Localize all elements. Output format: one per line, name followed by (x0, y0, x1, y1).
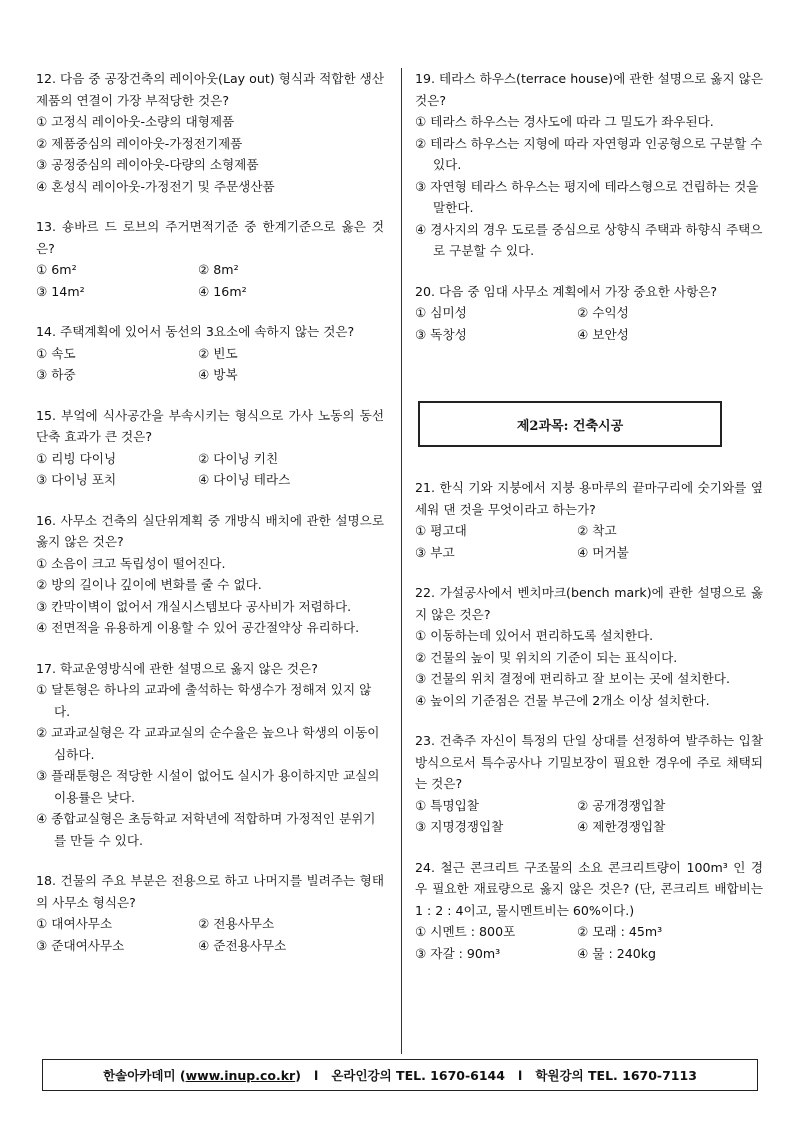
option-1: ① 고정식 레이아웃-소량의 대형제품 (36, 114, 235, 129)
options-grid (415, 795, 763, 838)
question-21 (415, 477, 763, 563)
option-4: ④ 경사지의 경우 도로를 중심으로 상향식 주택과 하향식 주택으로 구분할 수 있다. (415, 221, 763, 258)
option-2: ② 빈도 (198, 345, 238, 361)
question-stem: 14. 주택계획에 있어서 동선의 3요소에 속하지 않는 것은? (36, 324, 355, 339)
question-16 (36, 510, 384, 639)
footer-contact: ) l 온라인강의 TEL. 1670-6144 l 학원강의 TEL. 1670-7113 (295, 1068, 697, 1083)
footer-bar (42, 1059, 758, 1091)
option-4: ④ 물 : 240kg (577, 945, 657, 961)
question-stem: 17. 학교운영방식에 관한 설명으로 옳지 않은 것은? (36, 660, 318, 676)
option-1: ① 달톤형은 하나의 교과에 출석하는 학생수가 정해져 있지 않다. (36, 682, 372, 719)
option-3: ③ 지명경쟁입찰 (415, 819, 504, 834)
option-4: ④ 제한경쟁입찰 (577, 819, 666, 834)
option-4: ④ 종합교실형은 초등학교 저학년에 적합하며 가정적인 분위기를 만들 수 있다. (36, 811, 376, 848)
right-column (415, 68, 763, 983)
option-2: ② 착고 (577, 523, 617, 538)
question-20 (415, 281, 763, 346)
question-stem: 12. 다음 중 공장건축의 레이아웃(Lay out) 형식과 적합한 생산제품의 연결이 가장 부적당한 것은? (36, 71, 385, 108)
option-3: ③ 14m² (36, 283, 85, 299)
option-3: ③ 독창성 (415, 326, 467, 342)
option-3: ③ 하중 (36, 367, 76, 382)
column-divider (401, 68, 402, 1054)
option-2: ② 수익성 (577, 305, 629, 320)
option-2: ② 공개경쟁입찰 (577, 797, 666, 813)
option-2: ② 방의 길이나 깊이에 변화를 줄 수 없다. (36, 577, 262, 592)
option-1: ① 소음이 크고 독립성이 떨어진다. (36, 555, 226, 571)
options-grid (415, 520, 763, 563)
options-grid (36, 448, 384, 491)
footer-website-link[interactable]: www.inup.co.kr (185, 1067, 296, 1083)
option-1: ① 리빙 다이닝 (36, 450, 117, 466)
options-grid (415, 921, 763, 964)
question-stem: 19. 테라스 하우스(terrace house)에 관한 설명으로 옳지 않은 것은? (415, 71, 763, 108)
option-2: ② 다이닝 키친 (198, 450, 279, 466)
option-1: ① 대여사무소 (36, 916, 113, 931)
option-4: ④ 높이의 기준점은 건물 부근에 2개소 이상 설치한다. (415, 692, 710, 708)
question-23 (415, 730, 763, 838)
question-17 (36, 658, 384, 852)
question-14 (36, 321, 384, 386)
option-4: ④ 전면적을 유용하게 이용할 수 있어 공간절약상 유리하다. (36, 620, 360, 635)
option-1: ① 이동하는데 있어서 편리하도록 설치한다. (415, 628, 654, 643)
option-2: ② 테라스 하우스는 지형에 따라 자연형과 인공형으로 구분할 수 있다. (415, 135, 763, 172)
options-grid (36, 343, 384, 386)
question-stem: 16. 사무소 건축의 실단위계획 중 개방식 배치에 관한 설명으로 옳지 않은 것은? (36, 512, 384, 549)
question-stem: 15. 부엌에 식사공간을 부속시키는 형식으로 가사 노동의 동선 단축 효과가 큰 것은? (36, 407, 384, 444)
question-22 (415, 582, 763, 711)
option-2: ② 전용사무소 (198, 916, 275, 931)
question-12 (36, 68, 384, 197)
option-1: ① 심미성 (415, 305, 467, 320)
section-title: 제2과목: 건축시공 (516, 418, 624, 434)
left-column (36, 68, 384, 975)
option-1: ① 6m² (36, 262, 77, 277)
option-3: ③ 부고 (415, 544, 455, 560)
option-1: ① 속도 (36, 345, 76, 361)
question-stem: 13. 숑바르 드 로브의 주거면적기준 중 한계기준으로 옳은 것은? (36, 219, 384, 256)
option-1: ① 특명입찰 (415, 797, 479, 813)
option-4: ④ 다이닝 테라스 (198, 472, 291, 487)
options-grid (415, 302, 763, 345)
question-19 (415, 68, 763, 262)
question-stem: 18. 건물의 주요 부분은 전용으로 하고 나머지를 빌려주는 형태의 사무소 형식은? (36, 873, 384, 910)
option-3: ③ 자연형 테라스 하우스는 평지에 테라스형으로 건립하는 것을 말한다. (415, 178, 759, 215)
option-4: ④ 방복 (198, 367, 238, 382)
question-15 (36, 405, 384, 491)
option-3: ③ 자갈 : 90m³ (415, 945, 501, 961)
option-3: ③ 공정중심의 레이아웃-다량의 소형제품 (36, 157, 259, 172)
option-2: ② 제품중심의 레이아웃-가정전기제품 (36, 135, 243, 151)
option-3: ③ 준대여사무소 (36, 937, 125, 953)
question-24 (415, 857, 763, 965)
option-3: ③ 건물의 위치 결정에 편리하고 잘 보이는 곳에 설치한다. (415, 671, 730, 686)
option-2: ② 8m² (198, 262, 239, 277)
option-2: ② 모래 : 45m³ (577, 924, 663, 939)
option-2: ② 교과교실형은 각 교과교실의 순수율은 높으나 학생의 이동이 심하다. (36, 725, 380, 762)
footer-academy: 한솔아카데미 ( (103, 1068, 186, 1083)
question-18 (36, 870, 384, 956)
question-13 (36, 216, 384, 302)
option-4: ④ 보안성 (577, 326, 629, 342)
option-1: ① 시멘트 : 800포 (415, 924, 516, 939)
options-grid (36, 913, 384, 956)
option-4: ④ 16m² (198, 283, 247, 299)
question-stem: 23. 건축주 자신이 특정의 단일 상대를 선정하여 발주하는 입찰방식으로서 특수공사나 기밀보장이 필요한 경우에 주로 채택되는 것은? (415, 733, 763, 791)
option-4: ④ 혼성식 레이아웃-가정전기 및 주문생산품 (36, 178, 275, 194)
question-stem: 20. 다음 중 임대 사무소 계획에서 가장 중요한 사항은? (415, 283, 718, 299)
option-1: ① 테라스 하우스는 경사도에 따라 그 밀도가 좌우된다. (415, 114, 714, 129)
option-3: ③ 칸막이벽이 없어서 개실시스템보다 공사비가 저렴하다. (36, 598, 352, 614)
question-stem: 24. 철근 콘크리트 구조물의 소요 콘크리트량이 100m³ 인 경우 필요한 재료량으로 옳지 않은 것은? (단, 콘크리트 배합비는 1 : 2 : 4이고, 물시멘트비는 60%이다.) (415, 859, 763, 918)
option-4: ④ 머거불 (577, 544, 629, 560)
option-3: ③ 플래툰형은 적당한 시설이 없어도 실시가 용이하지만 교실의 이용률은 낮다. (36, 768, 380, 805)
option-4: ④ 준전용사무소 (198, 937, 287, 953)
question-stem: 22. 가설공사에서 벤치마크(bench mark)에 관한 설명으로 옳지 않은 것은? (415, 585, 763, 622)
option-1: ① 평고대 (415, 523, 467, 538)
option-2: ② 건물의 높이 및 위치의 기준이 되는 표식이다. (415, 649, 678, 665)
section-title-box (418, 401, 722, 447)
option-3: ③ 다이닝 포치 (36, 472, 117, 487)
question-stem: 21. 한식 기와 지붕에서 지붕 용마루의 끝마구리에 숫기와를 옆세워 댄 것을 무엇이라고 하는가? (415, 480, 763, 517)
options-grid (36, 259, 384, 302)
